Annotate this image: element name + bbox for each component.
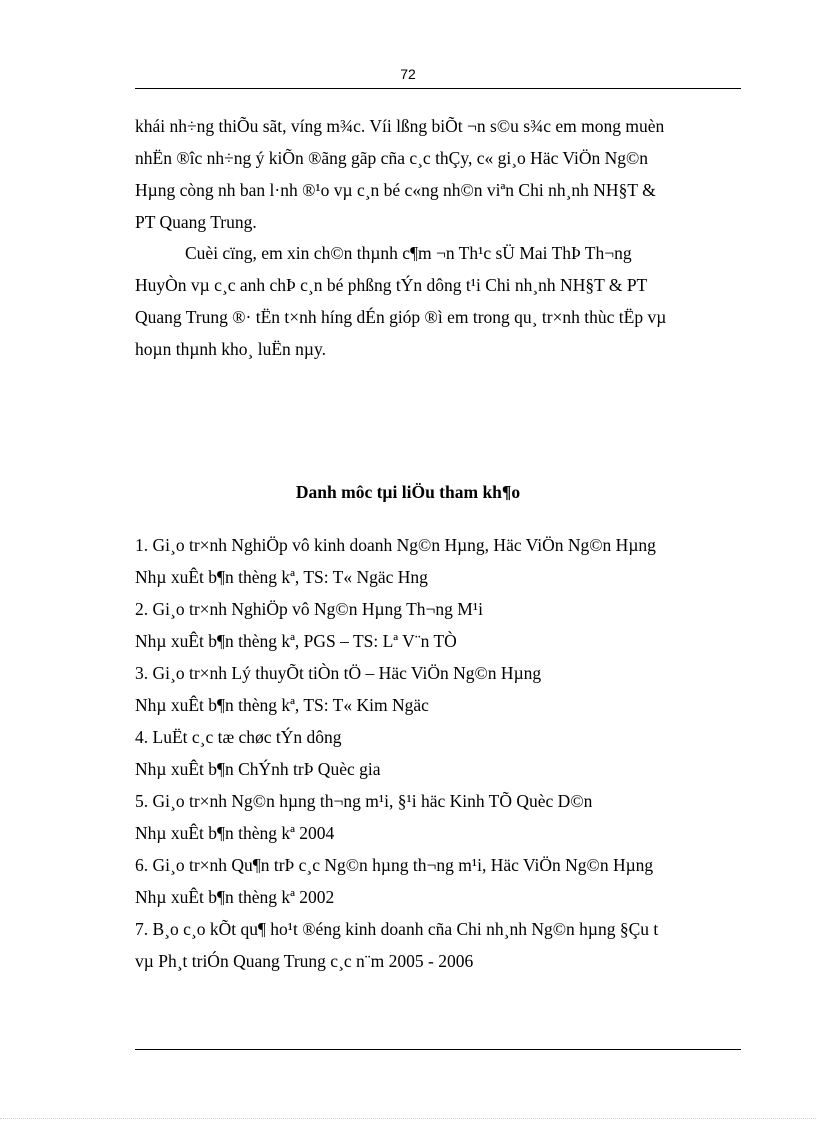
closing-paragraph bbox=[135, 110, 741, 238]
references-title: Danh môc tµi liÖu tham kh¶o bbox=[295, 482, 521, 502]
text-line: hoµn thµnh kho¸ luËn nµy. bbox=[135, 339, 326, 359]
reference-line: 4. LuËt c¸c tæ chøc tÝn dông bbox=[135, 727, 342, 747]
reference-line: Nhµ xuÊt b¶n thèng kª 2004 bbox=[135, 823, 335, 843]
text-line: nhËn ®îc nh÷ng ý kiÕn ®ãng gãp cña c¸c thÇy, c« gi¸o Häc ViÖn Ng©n bbox=[135, 148, 649, 168]
reference-line: 1. Gi¸o tr×nh NghiÖp vô kinh doanh Ng©n Hµng, Häc ViÖn Ng©n Hµng bbox=[135, 535, 656, 555]
reference-line: vµ Ph¸t triÓn Quang Trung c¸c n¨m 2005 - 2006 bbox=[135, 951, 474, 971]
text-line: khái nh÷ng thiÕu sãt, víng m¾c. Víi lßng biÕt ¬n s©u s¾c em mong muèn bbox=[135, 116, 665, 136]
reference-line: Nhµ xuÊt b¶n thèng kª, TS: T« Kim Ngäc bbox=[135, 695, 429, 715]
reference-line: 6. Gi¸o tr×nh Qu¶n trÞ c¸c Ng©n hµng th¬ng m¹i, Häc ViÖn Ng©n Hµng bbox=[135, 855, 654, 875]
reference-line: Nhµ xuÊt b¶n ChÝnh trÞ Quèc gia bbox=[135, 759, 381, 779]
text-line: Quang Trung ®· tËn t×nh híng dÉn gióp ®ì em trong qu¸ tr×nh thùc tËp vµ bbox=[135, 307, 667, 327]
text-line: Hµng còng nh ban l·nh ®¹o vµ c¸n bé c«ng nh©n viªn Chi nh¸nh NH§T & bbox=[135, 180, 656, 200]
reference-line: Nhµ xuÊt b¶n thèng kª, PGS – TS: Lª V¨n TÒ bbox=[135, 631, 457, 651]
reference-line: 7. B¸o c¸o kÕt qu¶ ho¹t ®éng kinh doanh cña Chi nh¸nh Ng©n hµng §Çu t bbox=[135, 919, 659, 939]
reference-line: 2. Gi¸o tr×nh NghiÖp vô Ng©n Hµng Th¬ng M¹i bbox=[135, 599, 483, 619]
reference-line: 3. Gi¸o tr×nh Lý thuyÕt tiÒn tÖ – Häc ViÖn Ng©n Hµng bbox=[135, 663, 542, 683]
page-bottom-dotted-border bbox=[0, 1118, 816, 1119]
acknowledgement-paragraph bbox=[135, 237, 741, 365]
text-line: HuyÒn vµ c¸c anh chÞ c¸n bé phßng tÝn dông t¹i Chi nh¸nh NH§T & PT bbox=[135, 275, 648, 295]
references-list bbox=[135, 529, 741, 977]
header-rule bbox=[135, 88, 741, 89]
text-line: Cuèi cïng, em xin ch©n thµnh c¶m ¬n Th¹c sÜ Mai ThÞ Th¬ng bbox=[185, 243, 632, 263]
page-number: 72 bbox=[400, 66, 416, 82]
footer-rule bbox=[135, 1049, 741, 1050]
reference-line: 5. Gi¸o tr×nh Ng©n hµng th¬ng m¹i, §¹i häc Kinh TÕ Quèc D©n bbox=[135, 791, 593, 811]
reference-line: Nhµ xuÊt b¶n thèng kª 2002 bbox=[135, 887, 335, 907]
text-line: PT Quang Trung. bbox=[135, 212, 257, 232]
reference-line: Nhµ xuÊt b¶n thèng kª, TS: T« Ngäc Hng bbox=[135, 567, 428, 587]
